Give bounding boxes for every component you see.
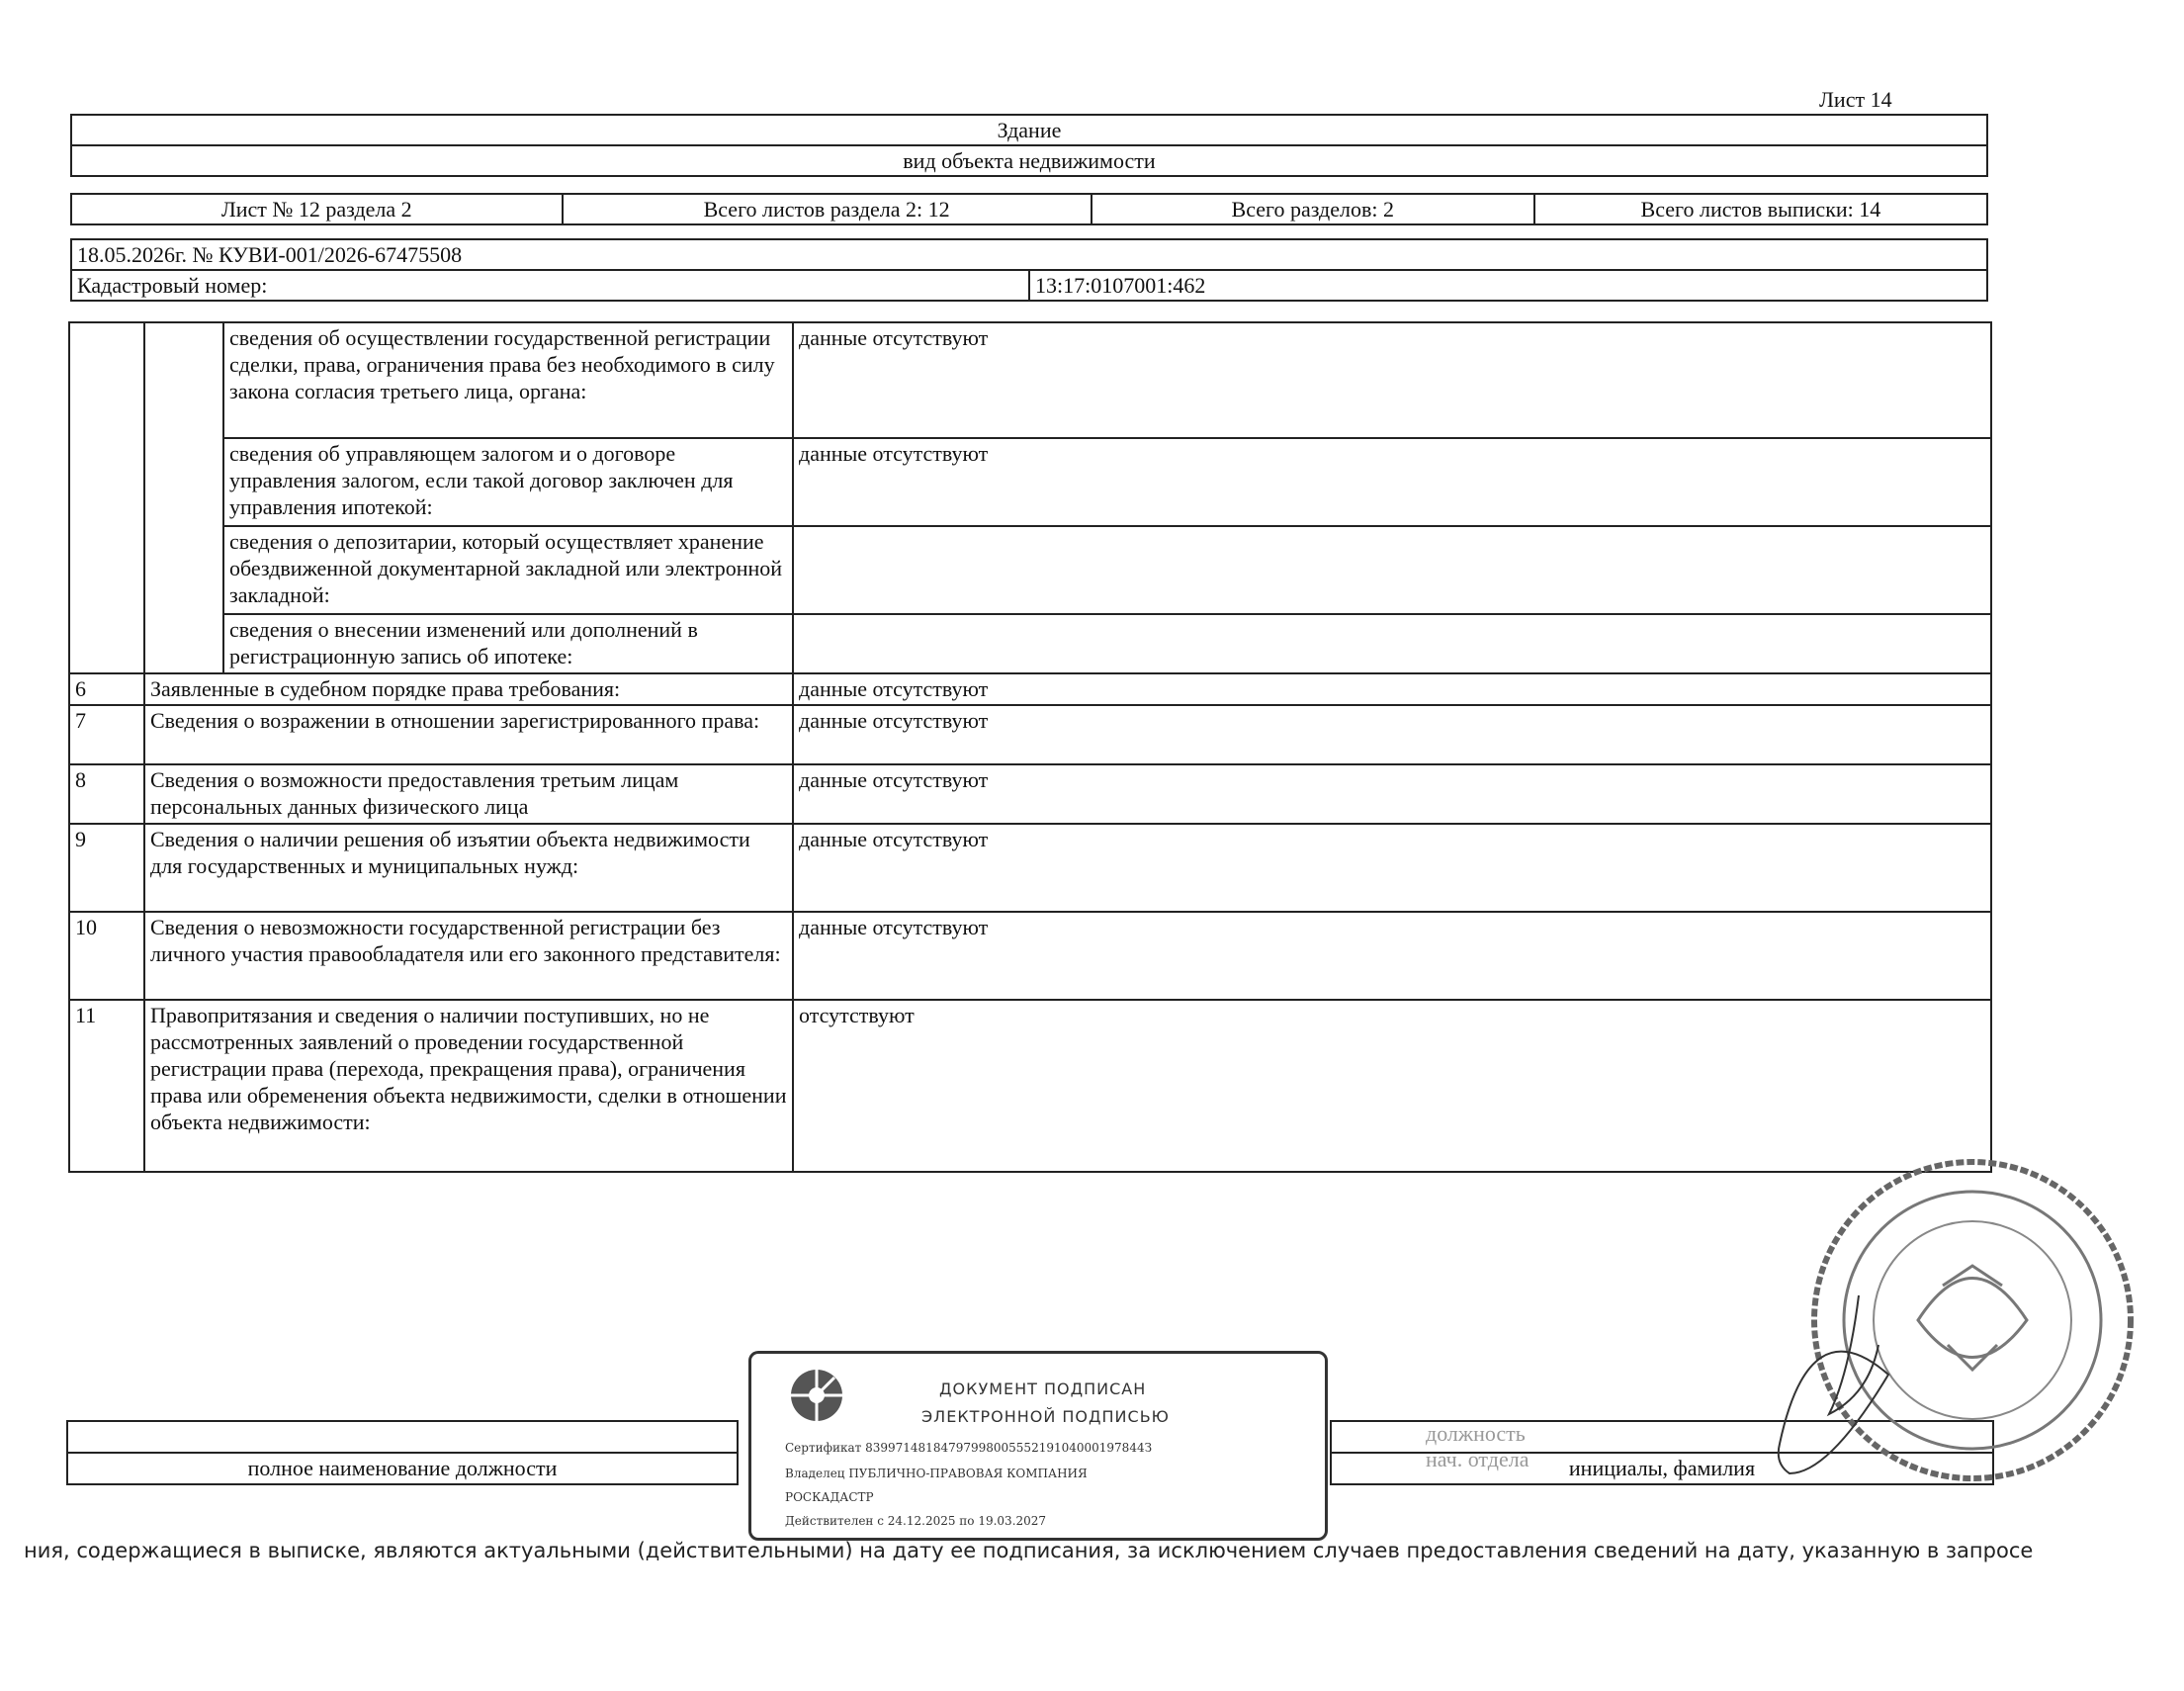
row-label: сведения о внесении изменений или дополнений в регистрационную запись об ипотеке: bbox=[223, 614, 793, 673]
section-header-table bbox=[70, 193, 1988, 225]
position-blank bbox=[67, 1421, 738, 1453]
num-cell bbox=[69, 322, 144, 673]
row-value bbox=[793, 614, 1991, 673]
e-sign-owner2: РОСКАДАСТР bbox=[785, 1490, 874, 1504]
e-sign-owner: Владелец ПУБЛИЧНО-ПРАВОВАЯ КОМПАНИЯ bbox=[785, 1467, 1088, 1480]
table-row bbox=[69, 526, 1991, 614]
date-number: 18.05.2026г. № КУВИ-001/2026-67475508 bbox=[71, 239, 1987, 270]
row-label: сведения об осуществлении государственной регистрации сделки, права, ограничения права без необходимого в силу закона согласия третьего лица, органа: bbox=[223, 322, 793, 438]
row-value: данные отсутствуют bbox=[793, 764, 1991, 824]
object-type-caption: вид объекта недвижимости bbox=[71, 145, 1987, 176]
total-sections: Всего разделов: 2 bbox=[1092, 194, 1534, 224]
row-number: 10 bbox=[69, 912, 144, 1000]
table-row bbox=[69, 912, 1991, 1000]
row-label: Сведения о невозможности государственной регистрации без личного участия правообладателя или его законного представителя: bbox=[144, 912, 793, 1000]
row-value: отсутствуют bbox=[793, 1000, 1991, 1172]
faint-dept: нач. отдела bbox=[1426, 1453, 1529, 1471]
footer-note: ния, содержащиеся в выписке, являются актуальными (действительными) на дату ее подписания, за исключением случаев предоставления сведений на дату, указанную в запросе bbox=[24, 1539, 2034, 1562]
row-number: 6 bbox=[69, 673, 144, 705]
row-value: данные отсутствуют bbox=[793, 912, 1991, 1000]
sheet-of-section: Лист № 12 раздела 2 bbox=[71, 194, 563, 224]
row-label: сведения о депозитарии, который осуществляет хранение обездвиженной документарной закладной или электронной закладной: bbox=[223, 526, 793, 614]
row-value: данные отсутствуют bbox=[793, 322, 1991, 438]
row-label: Сведения о возражении в отношении зарегистрированного права: bbox=[144, 705, 793, 764]
cadastral-value: 13:17:0107001:462 bbox=[1029, 270, 1987, 301]
cadastral-table bbox=[70, 238, 1988, 302]
round-seal-icon bbox=[1770, 1147, 2136, 1503]
sub-cell bbox=[144, 322, 223, 673]
table-row bbox=[69, 824, 1991, 912]
cadastral-label: Кадастровый номер: bbox=[71, 270, 1029, 301]
row-number: 7 bbox=[69, 705, 144, 764]
e-sign-line1: ДОКУМЕНТ ПОДПИСАН bbox=[939, 1380, 1147, 1398]
e-sign-validity: Действителен с 24.12.2025 по 19.03.2027 bbox=[785, 1514, 1047, 1528]
row-value: данные отсутствуют bbox=[793, 705, 1991, 764]
object-type-table bbox=[70, 114, 1988, 177]
sheet-number: Лист 14 bbox=[1819, 87, 1892, 112]
table-row bbox=[69, 438, 1991, 526]
row-value: данные отсутствуют bbox=[793, 824, 1991, 912]
e-signature-stamp bbox=[748, 1351, 1328, 1541]
row-label: Правопритязания и сведения о наличии поступивших, но не рассмотренных заявлений о проведении государственной регистрации права (перехода, прекращения права), ограничения права или обременения объекта недвижимости, сделки в отношении объекта недвижимости: bbox=[144, 1000, 793, 1172]
row-value: данные отсутствуют bbox=[793, 673, 1991, 705]
row-label: сведения об управляющем залогом и о договоре управления залогом, если такой договор заключен для управления ипотекой: bbox=[223, 438, 793, 526]
e-sign-certificate: Сертификат 8399714818479799800555219104000197844З bbox=[785, 1441, 1153, 1455]
roskadastr-logo-icon bbox=[787, 1366, 846, 1425]
object-type: Здание bbox=[71, 115, 1987, 145]
row-label: Сведения о наличии решения об изъятии объекта недвижимости для государственных и муниципальных нужд: bbox=[144, 824, 793, 912]
table-row bbox=[69, 673, 1991, 705]
table-row bbox=[69, 1000, 1991, 1172]
e-sign-line2: ЭЛЕКТРОННОЙ ПОДПИСЬЮ bbox=[921, 1407, 1170, 1426]
total-extract-sheets: Всего листов выписки: 14 bbox=[1534, 194, 1987, 224]
row-label: Сведения о возможности предоставления третьим лицам персональных данных физического лица bbox=[144, 764, 793, 824]
position-caption: полное наименование должности bbox=[67, 1453, 738, 1484]
row-label: Заявленные в судебном порядке права требования: bbox=[144, 673, 793, 705]
row-number: 8 bbox=[69, 764, 144, 824]
row-number: 9 bbox=[69, 824, 144, 912]
row-value bbox=[793, 526, 1991, 614]
table-row bbox=[69, 705, 1991, 764]
row-value: данные отсутствуют bbox=[793, 438, 1991, 526]
table-row bbox=[69, 764, 1991, 824]
encumbrance-table bbox=[68, 321, 1992, 1173]
faint-position: должность bbox=[1426, 1421, 1526, 1446]
total-section-sheets: Всего листов раздела 2: 12 bbox=[563, 194, 1092, 224]
initials-caption: инициалы, фамилия bbox=[1568, 1456, 1756, 1480]
row-number: 11 bbox=[69, 1000, 144, 1172]
table-row bbox=[69, 614, 1991, 673]
table-row bbox=[69, 322, 1991, 438]
